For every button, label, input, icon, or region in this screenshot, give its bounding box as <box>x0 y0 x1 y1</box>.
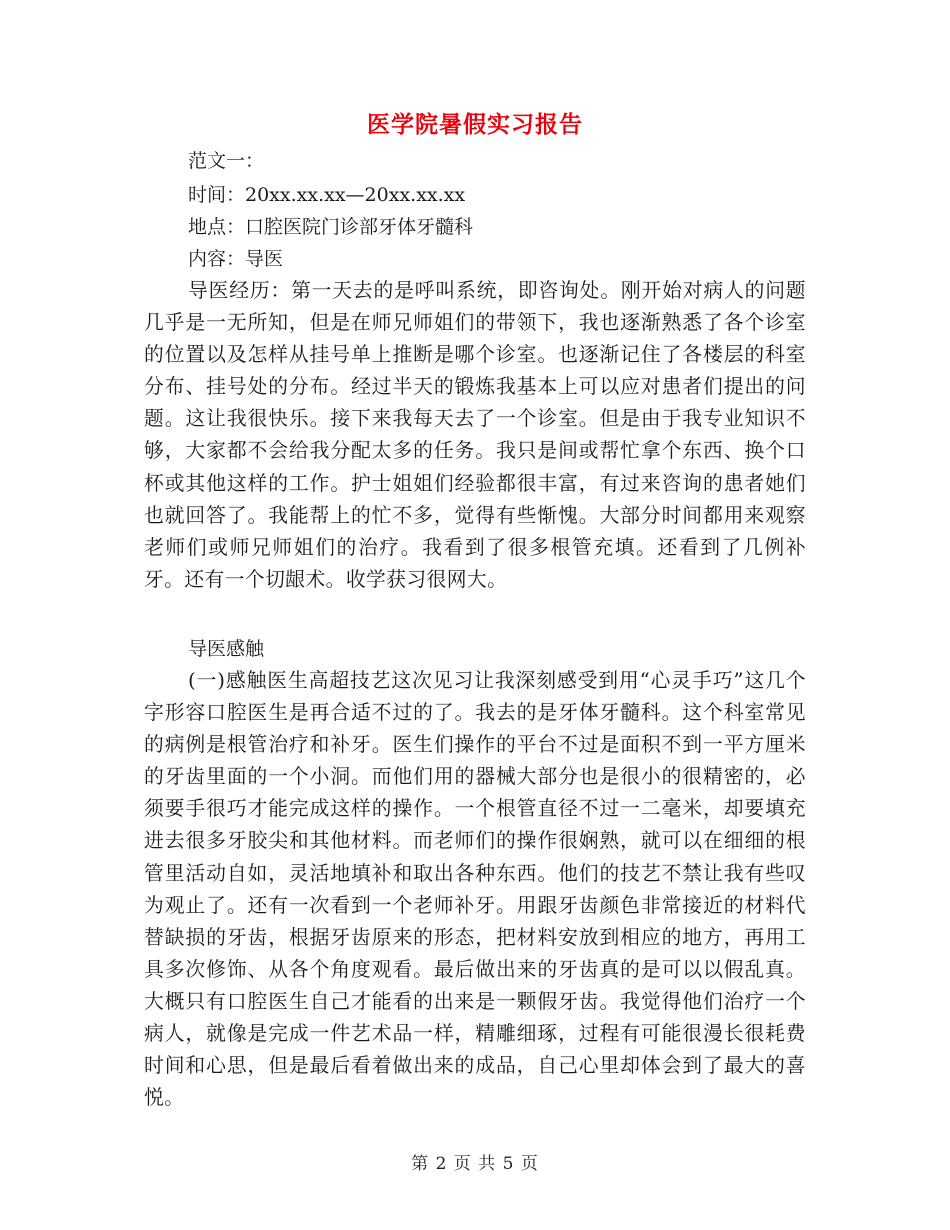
place-line: 地点：口腔医院门诊部牙体牙髓科 <box>188 216 474 238</box>
time-line: 时间：20xx.xx.xx—20xx.xx.xx <box>188 184 466 206</box>
sample-label: 范文一： <box>188 150 265 172</box>
content-line: 内容：导医 <box>188 248 284 270</box>
feeling-one-paragraph: (一)感触医生高超技艺这次见习让我深刻感受到用“心灵手巧”这几个字形容口腔医生是再合适不过的了。我去的是牙体牙髓科。这个科室常见的病例是根管治疗和补牙。医生们操作的平台不过是面积不到一平方厘米的牙齿里面的一个小洞。而他们用的器械大部分也是很小的很精密的，必须要手很巧才能完成这样的操作。一个根管直径不过一二毫米，却要填充进去很多牙胶尖和其他材料。而老师们的操作很娴熟，就可以在细细的根管里活动自如，灵活地填补和取出各种东西。他们的技艺不禁让我有些叹为观止了。还有一次看到一个老师补牙。用跟牙齿颜色非常接近的材料代替缺损的牙齿，根据牙齿原来的形态，把材料安放到相应的地方，再用工具多次修饰、从各个角度观看。最后做出来的牙齿真的是可以以假乱真。大概只有口腔医生自己才能看的出来是一颗假牙齿。我觉得他们治疗一个病人，就像是完成一件艺术品一样，精雕细琢，过程有可能很漫长很耗费时间和心思，但是最后看着做出来的成品，自己心里却体会到了最大的喜悦。 <box>144 669 806 1110</box>
page-footer: 第 2 页 共 5 页 <box>411 1154 539 1174</box>
experience-paragraph: 导医经历：第一天去的是呼叫系统，即咨询处。刚开始对病人的问题几乎是一无所知，但是在师兄师姐们的带领下，我也逐渐熟悉了各个诊室的位置以及怎样从挂号单上推断是哪个诊室。也逐渐记住了各楼层的科室分布、挂号处的分布。经过半天的锻炼我基本上可以应对患者们提出的问题。这让我很快乐。接下来我每天去了一个诊室。但是由于我专业知识不够，大家都不会给我分配太多的任务。我只是间或帮忙拿个东西、换个口杯或其他这样的工作。护士姐姐们经验都很丰富，有过来咨询的患者她们也就回答了。我能帮上的忙不多，觉得有些惭愧。大部分时间都用来观察老师们或师兄师姐们的治疗。我看到了很多根管充填。还看到了几例补牙。还有一个切龈术。收学获习很网大。 <box>144 279 806 591</box>
document-title: 医学院暑假实习报告 <box>367 111 583 138</box>
feelings-heading: 导医感触 <box>188 638 265 660</box>
